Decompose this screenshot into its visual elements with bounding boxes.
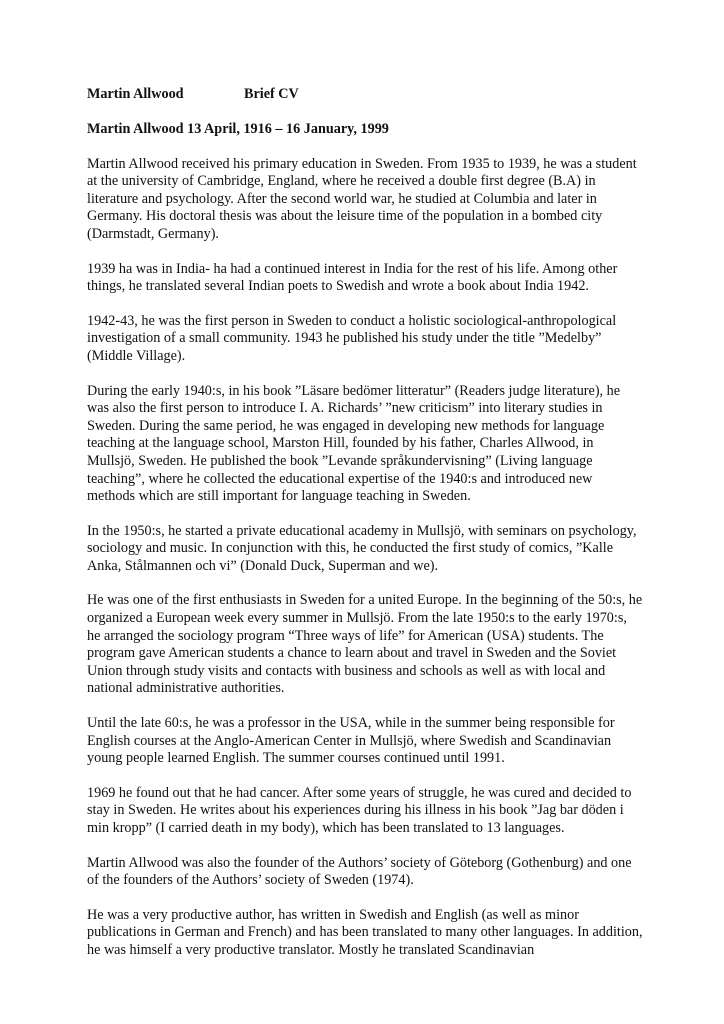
paragraph-professor: Until the late 60:s, he was a professor in the USA, while in the summer being responsible for English courses at the Anglo-American Center in Mullsjö, where Swedish and Scandinavian young people learned English. The summer courses continued until 1991. xyxy=(87,715,615,767)
paragraph-india: 1939 ha was in India- ha had a continued interest in India for the rest of his life. Among other things, he translated several Indian poets to Swedish and wrote a book about India 1942. xyxy=(87,260,618,295)
lifespan-subtitle: Martin Allwood 13 April, 1916 – 16 January, 1999 xyxy=(87,121,389,137)
document-heading: Brief CV xyxy=(244,86,299,102)
paragraph-cancer: 1969 he found out that he had cancer. After some years of struggle, he was cured and decided to stay in Sweden. He writes about his experiences during his illness in his book ”Jag bar döden i min kropp” (I carried death in my body), which has been translated to 13 languages. xyxy=(87,784,632,836)
paragraph-europe: He was one of the first enthusiasts in Sweden for a united Europe. In the beginning of the 50:s, he organized a European week every summer in Mullsjö. From the late 1950:s to the early 1970:s, he arranged the sociology program “Three ways of life” for American (USA) students. The program gave American students a chance to learn about and travel in Sweden and the Soviet Union through study visits and contacts with business and schools as well as with local and national administrative authorities. xyxy=(87,592,643,697)
paragraph-authors-society: Martin Allwood was also the founder of the Authors’ society of Göteborg (Gothenburg) and one of the founders of the Authors’ society of Sweden (1974). xyxy=(87,854,632,889)
author-name: Martin Allwood xyxy=(87,86,184,102)
paragraph-medelby: 1942-43, he was the first person in Sweden to conduct a holistic sociological-anthropological investigation of a small community. 1943 he published his study under the title ”Medelby” (Middle Village). xyxy=(87,312,617,364)
paragraph-education: Martin Allwood received his primary education in Sweden. From 1935 to 1939, he was a student at the university of Cambridge, England, where he received a double first degree (B.A) in literature and psychology. After the second world war, he studied at Columbia and later in Germany. His doctoral thesis was about the leisure time of the population in a bombed city (Darmstadt, Germany). xyxy=(87,155,637,242)
paragraph-1940s: During the early 1940:s, in his book ”Läsare bedömer litteratur” (Readers judge literature), he was also the first person to introduce I. A. Richards’ ”new criticism” into literary studies in Sweden. During the same period, he was engaged in developing new methods for language teaching at the language school, Marston Hill, founded by his father, Charles Allwood, in Mullsjö, Sweden. He published the book ”Levande språkundervisning” (Living language teaching”, where he collected the educational expertise of the 1940:s and introduced new methods which are still important for language teaching in Sweden. xyxy=(87,382,621,505)
document-header xyxy=(87,86,643,104)
paragraph-productive-author: He was a very productive author, has written in Swedish and English (as well as minor publications in German and French) and has been translated to many other languages. In addition, he was himself a very productive translator. Mostly he translated Scandinavian xyxy=(87,906,643,958)
paragraph-1950s: In the 1950:s, he started a private educational academy in Mullsjö, with seminars on psychology, sociology and music. In conjunction with this, he conducted the first study of comics, ”Kalle Anka, Stålmannen och vi” (Donald Duck, Superman and we). xyxy=(87,522,637,574)
document-page xyxy=(87,86,643,977)
